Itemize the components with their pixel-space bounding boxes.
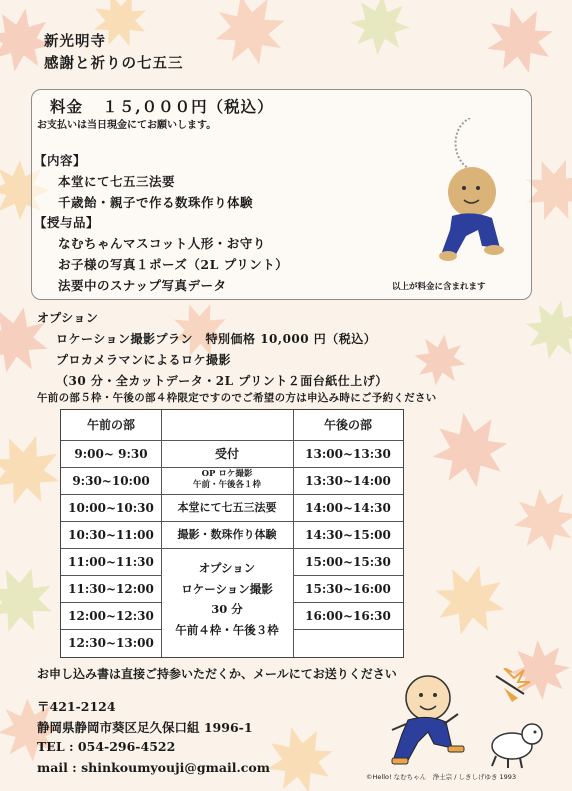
price-label: 料金 bbox=[50, 97, 84, 116]
photo-juzu-cell: 撮影・数珠作り体験 bbox=[177, 528, 277, 541]
contents-item: 千歳飴・親子で作る数珠作り体験 bbox=[58, 195, 254, 210]
hoyo-cell: 本堂にて七五三法要 bbox=[177, 501, 277, 514]
price-line bbox=[50, 95, 274, 117]
postal-code: 〒421-2124 bbox=[37, 699, 116, 714]
pm-slot: 15:30~16:00 bbox=[305, 582, 391, 596]
am-slot: 11:30~12:00 bbox=[68, 582, 154, 596]
address: 静岡県静岡市葵区足久保口組 1996-1 bbox=[37, 720, 253, 735]
apply-note: お申し込み書は直接ご持参いただくか、メールにてお送りください bbox=[37, 667, 397, 681]
mascot-characters-image bbox=[384, 668, 554, 773]
copyright: ©Hello! なむちゃん 浄土宗 / しきしげゆき 1993 bbox=[366, 773, 517, 781]
option-location-line2: ロケーション撮影 bbox=[181, 581, 273, 596]
am-slot: 11:00~11:30 bbox=[68, 555, 154, 569]
option-heading: オプション bbox=[37, 311, 99, 325]
am-slot: 9:00~ 9:30 bbox=[74, 447, 148, 461]
am-slot: 10:30~11:00 bbox=[68, 528, 154, 542]
contents-heading: 【内容】 bbox=[34, 153, 87, 168]
pm-header: 午後の部 bbox=[323, 418, 372, 432]
gifts-heading: 【授与品】 bbox=[34, 215, 100, 230]
option-plan: ロケーション撮影プラン 特別価格 10,000 円（税込） bbox=[56, 332, 377, 346]
pm-slot: 14:00~14:30 bbox=[305, 501, 391, 515]
mascot-keychain-image bbox=[430, 118, 520, 278]
pm-slot: 15:00~15:30 bbox=[305, 555, 391, 569]
gift-item: お子様の写真１ポーズ（2L プリント） bbox=[58, 257, 289, 272]
pm-slot: 14:30~15:00 bbox=[305, 528, 391, 542]
pm-slot: 13:00~13:30 bbox=[305, 447, 391, 461]
am-slot: 9:30~10:00 bbox=[72, 474, 150, 488]
am-header: 午前の部 bbox=[86, 418, 135, 432]
reception-cell: 受付 bbox=[214, 447, 239, 461]
gift-item: 法要中のスナップ写真データ bbox=[58, 278, 227, 293]
included-note: 以上が料金に含まれます bbox=[392, 282, 486, 292]
option-location-cell bbox=[161, 558, 293, 641]
am-slot: 12:00~12:30 bbox=[68, 609, 154, 623]
option-detail: （30 分・全カットデータ・2L プリント２面台紙仕上げ） bbox=[56, 374, 388, 388]
option-desc: プロカメラマンによるロケ撮影 bbox=[56, 353, 232, 367]
temple-name: 新光明寺 bbox=[44, 33, 106, 50]
option-location-line4: 午前４枠・午後３枠 bbox=[175, 623, 279, 638]
option-limit: 午前の部５枠・午後の部４枠限定ですのでご希望の方は申込み時にご予約ください bbox=[37, 392, 437, 404]
option-location-line1: オプション bbox=[198, 561, 256, 575]
option-location-line3: 30 分 bbox=[211, 602, 243, 617]
op-location-cell bbox=[161, 469, 293, 490]
am-slot: 12:30~13:00 bbox=[68, 636, 154, 650]
am-slot: 10:00~10:30 bbox=[68, 501, 154, 515]
phone: TEL : 054-296-4522 bbox=[37, 739, 176, 754]
pm-slot: 13:30~14:00 bbox=[305, 474, 391, 488]
pm-slot: 16:00~16:30 bbox=[305, 609, 391, 623]
schedule-table bbox=[60, 409, 404, 658]
email: mail : shinkoumyouji@gmail.com bbox=[37, 760, 270, 775]
price-amount: １５,０００円（税込） bbox=[102, 97, 274, 116]
gift-item: なむちゃんマスコット人形・お守り bbox=[58, 236, 266, 251]
payment-note: お支払いは当日現金にてお願いします。 bbox=[37, 120, 217, 131]
event-title: 感謝と祈りの七五三 bbox=[44, 55, 184, 72]
op-location-line2: 午前・午後各１枠 bbox=[192, 479, 261, 490]
contents-item: 本堂にて七五三法要 bbox=[58, 174, 176, 189]
op-location-line1: OP ロケ撮影 bbox=[201, 469, 253, 479]
